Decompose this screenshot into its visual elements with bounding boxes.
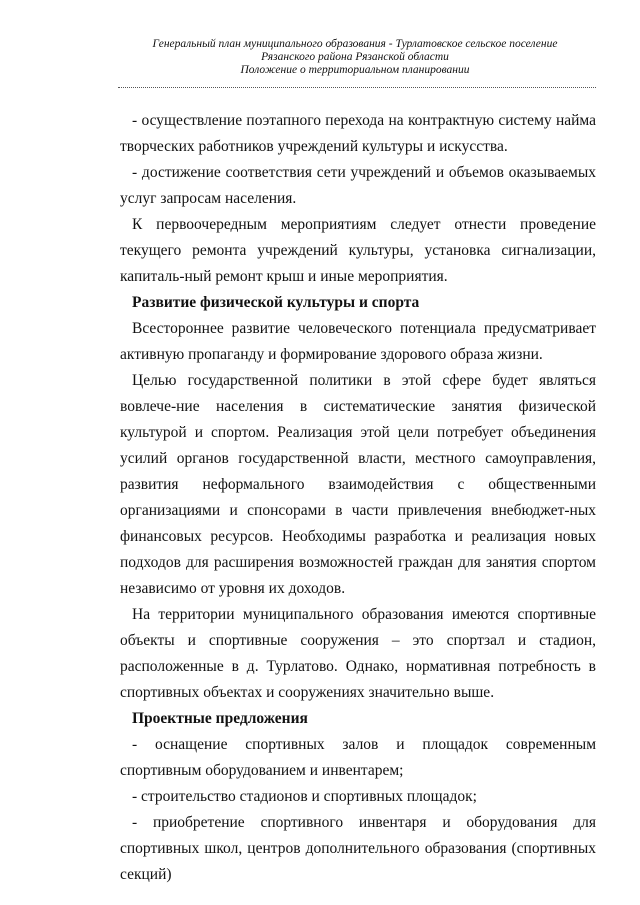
list-item-inventory: - приобретение спортивного инвентаря и оборудования для спортивных школ, центров дополнительного образования (спортивных секций) bbox=[120, 814, 596, 883]
paragraph-contract-system: - осуществление поэтапного перехода на контрактную систему найма творческих работников учреждений культуры и искусства. bbox=[120, 112, 596, 155]
paragraph-priority-measures: К первоочередным мероприятиям следует отнести проведение текущего ремонта учреждений культуры, установка сигнализации, капиталь-ный ремонт крыш и иные мероприятия. bbox=[120, 216, 596, 285]
header-line-3: Положение о территориальном планировании bbox=[240, 64, 470, 76]
list-item-equipment: - оснащение спортивных залов и площадок современным спортивным оборудованием и инвентарем; bbox=[120, 736, 596, 779]
header-divider bbox=[118, 87, 596, 88]
paragraph-state-policy: Целью государственной политики в этой сфере будет являться вовлече-ние населения в систематические занятия физической культурой и спортом. Реализация этой цели потребует объединения усилий органов государственной власти, местного самоуправления, развития неформального взаимодействия с общественными организациями и спонсорами в части привлечения внебюджет-ных финансовых ресурсов. Необходимы разработка и реализация новых подходов для расширения возможностей граждан для занятия спортом независимо от уровня их доходов. bbox=[120, 372, 596, 597]
header-line-2: Рязанского района Рязанской области bbox=[261, 51, 449, 63]
header-line-1: Генеральный план муниципального образования - Турлатовское сельское поселение bbox=[152, 38, 558, 50]
paragraph-sport-facilities: На территории муниципального образования имеются спортивные объекты и спортивные сооружения – это спортзал и стадион, расположенные в д. Турлатово. Однако, нормативная потребность в спортивных объектах и сооружениях значительно выше. bbox=[120, 606, 596, 701]
section-heading-sport: Развитие физической культуры и спорта bbox=[132, 294, 420, 311]
paragraph-service-network: - достижение соответствия сети учреждений и объемов оказываемых услуг запросам населения. bbox=[120, 164, 596, 207]
section-heading-proposals: Проектные предложения bbox=[132, 710, 308, 727]
page-header bbox=[100, 38, 610, 77]
list-item-stadiums: - строительство стадионов и спортивных площадок; bbox=[132, 788, 477, 805]
paragraph-human-potential: Всестороннее развитие человеческого потенциала предусматривает активную пропаганду и формирование здорового образа жизни. bbox=[120, 320, 596, 363]
document-body bbox=[120, 108, 596, 888]
